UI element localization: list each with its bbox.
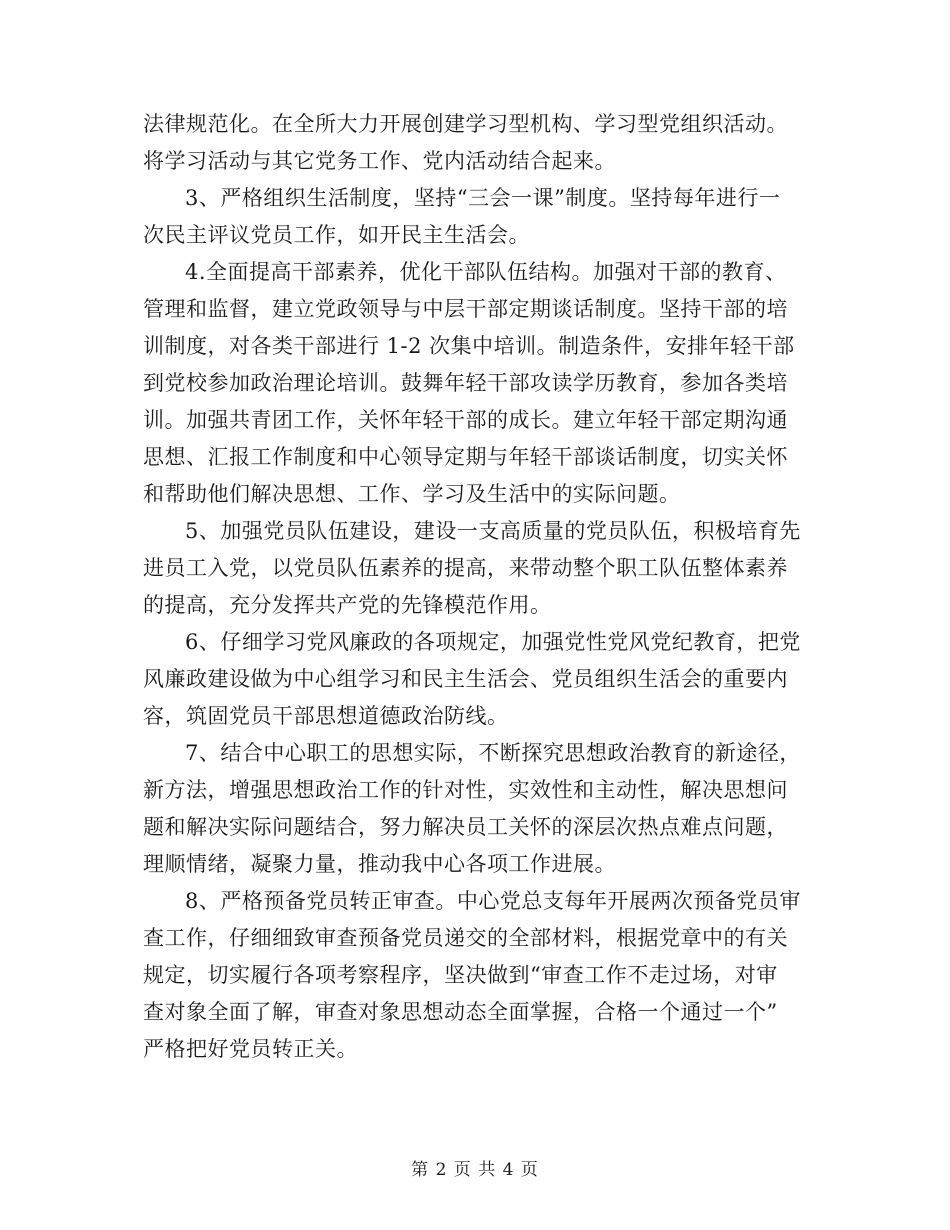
text-line: 风廉政建设做为中心组学习和民主生活会、党员组织生活会的重要内	[143, 667, 788, 691]
text-line: 查工作，仔细细致审查预备党员递交的全部材料，根据党章中的有关	[143, 926, 788, 950]
text-line: 查对象全面了解，审查对象思想动态全面掌握，合格一个通过一个”	[143, 1000, 778, 1024]
text-line: 理顺情绪，凝聚力量，推动我中心各项工作进展。	[143, 852, 616, 876]
paragraph-first-line: 7、结合中心职工的思想实际，不断探究思想政治教育的新途径，	[185, 741, 801, 765]
text-line: 管理和监督，建立党政领导与中层干部定期谈话制度。坚持干部的培	[143, 297, 788, 321]
paragraph-first-line: 8、严格预备党员转正审查。中心党总支每年开展两次预备党员审	[185, 889, 801, 913]
text-line: 训。加强共青团工作，关怀年轻干部的成长。建立年轻干部定期沟通	[143, 408, 788, 432]
body-text	[143, 106, 808, 1068]
text-line: 的提高，充分发挥共产党的先锋模范作用。	[143, 593, 552, 617]
paragraph-first-line: 3、严格组织生活制度，坚持“三会一课”制度。坚持每年进行一	[185, 186, 781, 210]
text-line: 严格把好党员转正关。	[143, 1037, 358, 1061]
text-line: 法律规范化。在全所大力开展创建学习型机构、学习型党组织活动。	[143, 112, 788, 136]
page-number-footer: 第 2 页 共 4 页	[411, 1160, 539, 1180]
paragraph-first-line: 4.全面提高干部素养，优化干部队伍结构。加强对干部的教育、	[185, 260, 787, 284]
paragraph-first-line: 5、加强党员队伍建设，建设一支高质量的党员队伍，积极培育先	[185, 519, 801, 543]
text-line: 次民主评议党员工作，如开民主生活会。	[143, 223, 530, 247]
text-line: 将学习活动与其它党务工作、党内活动结合起来。	[143, 149, 616, 173]
paragraph-first-line: 6、仔细学习党风廉政的各项规定，加强党性党风党纪教育，把党	[185, 630, 801, 654]
text-line: 容，筑固党员干部思想道德政治防线。	[143, 704, 509, 728]
text-line: 思想、汇报工作制度和中心领导定期与年轻干部谈话制度，切实关怀	[143, 445, 788, 469]
text-line: 到党校参加政治理论培训。鼓舞年轻干部攻读学历教育，参加各类培	[143, 371, 788, 395]
text-line: 和帮助他们解决思想、工作、学习及生活中的实际问题。	[143, 482, 681, 506]
text-line: 训制度，对各类干部进行 1-2 次集中培训。制造条件，安排年轻干部	[143, 334, 795, 358]
text-line: 进员工入党，以党员队伍素养的提高，来带动整个职工队伍整体素养	[143, 556, 788, 580]
text-line: 规定，切实履行各项考察程序，坚决做到“审查工作不走过场，对审	[143, 963, 778, 987]
text-line: 新方法，增强思想政治工作的针对性，实效性和主动性，解决思想问	[143, 778, 788, 802]
text-line: 题和解决实际问题结合，努力解决员工关怀的深层次热点难点问题，	[143, 815, 788, 839]
